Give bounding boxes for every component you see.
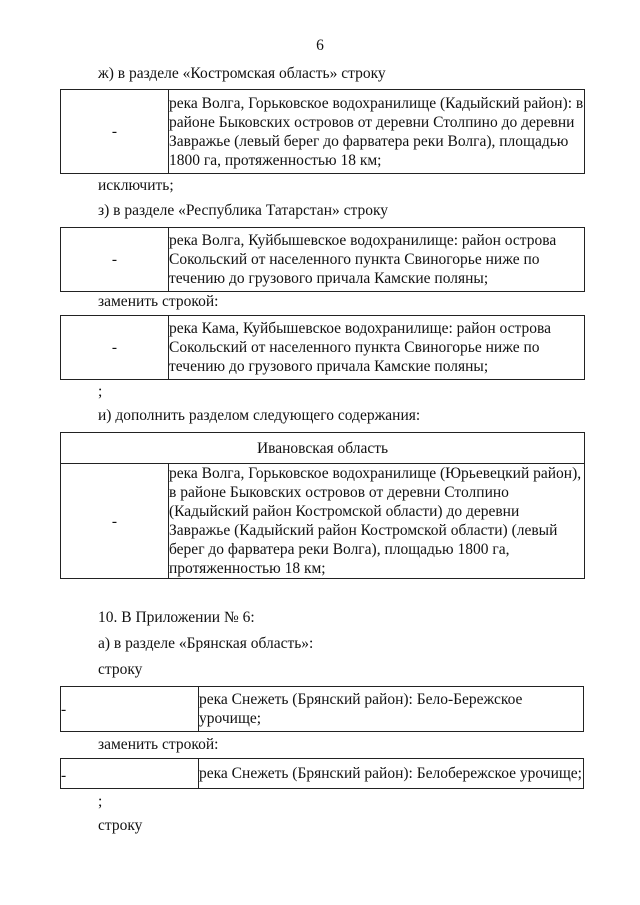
table-ivanovo-section — [60, 432, 585, 579]
table-text-cell: река Кама, Куйбышевское водохранилище: район острова Сокольский от населенного пункта Свиногорье ниже по течению до грузового причала Камские поляны; — [169, 316, 585, 380]
table-text-cell: река Волга, Куйбышевское водохранилище: район острова Сокольский от населенного пункта Свиногорье ниже по течению до грузового причала Камские поляны; — [169, 228, 585, 292]
table-text-cell: река Снежеть (Брянский район): Бело-Бережское урочище; — [199, 687, 584, 732]
table-dash-cell: - — [61, 316, 169, 380]
row-label-text: строку — [98, 661, 143, 678]
table-text-cell: река Снежеть (Брянский район): Белобережское урочище; — [199, 759, 584, 789]
exclude-text: исключить; — [98, 177, 174, 194]
replace-with-row-text: заменить строкой: — [98, 293, 219, 310]
section-a-heading: а) в разделе «Брянская область»: — [98, 635, 314, 652]
table-bryansk-new-row — [60, 758, 584, 789]
table-kostroma-row — [60, 89, 585, 174]
semicolon-mark: ; — [98, 793, 103, 810]
item-10-heading: 10. В Приложении № 6: — [98, 609, 255, 626]
table-dash-cell: - — [61, 464, 169, 579]
table-text-cell: река Волга, Горьковское водохранилище (Юрьевецкий район), в районе Быковских островов от деревни Столпино (Кадыйский район Костромской области) до деревни Завражье (Кадыйский район Костромской области) (левый берег до фарватера реки Волга), площадью 1800 га, протяженностью 18 км; — [169, 464, 585, 579]
table-dash-cell: - — [61, 759, 199, 789]
table-tatarstan-new-row — [60, 315, 585, 380]
table-region-heading: Ивановская область — [61, 433, 585, 464]
table-tatarstan-row — [60, 227, 585, 292]
table-dash-cell: - — [61, 228, 169, 292]
table-dash-cell: - — [61, 687, 199, 732]
section-zh-heading: ж) в разделе «Костромская область» строку — [98, 65, 386, 82]
semicolon-mark: ; — [98, 383, 103, 400]
row-label-text: строку — [98, 817, 143, 834]
section-i-heading: и) дополнить разделом следующего содержания: — [98, 407, 421, 424]
page-number: 6 — [316, 37, 324, 54]
section-z-heading: з) в разделе «Республика Татарстан» строку — [98, 202, 389, 219]
replace-with-row-text: заменить строкой: — [98, 736, 219, 753]
table-dash-cell: - — [61, 90, 169, 174]
table-text-cell: река Волга, Горьковское водохранилище (Кадыйский район): в районе Быковских островов от деревни Столпино до деревни Завражье (левый берег до фарватера реки Волга), площадью 1800 га, протяженностью 18 км; — [169, 90, 585, 174]
table-bryansk-row — [60, 686, 584, 732]
